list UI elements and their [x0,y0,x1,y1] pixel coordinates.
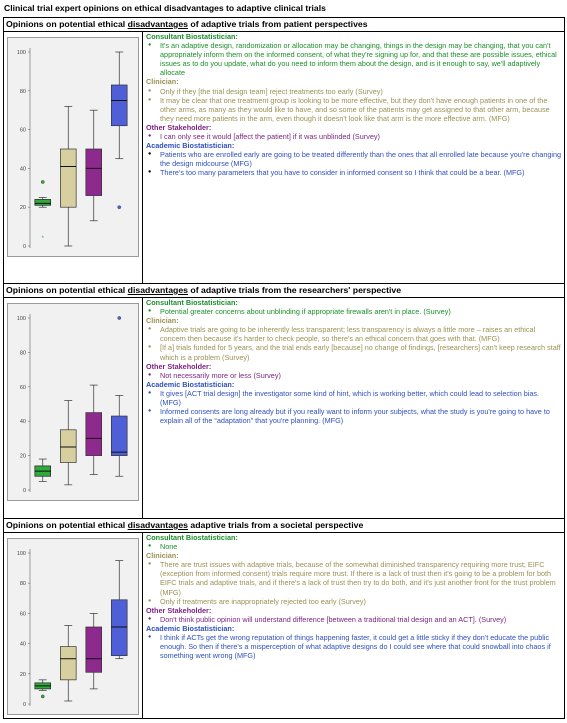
box-2 [60,106,76,246]
opinion-item: ● I think if ACTs get the wrong reputation of things happening faster, it could get a little sticky if they don't educate the public enough. So then if there's a misperception of what adaptive designs do I could see where that could snowball into chaos if something went wrong (MFG) [146,633,562,660]
opinion-item: ● Informed consents are long already but if you really want to inform your subjects, what the study is you're going to have to explain all of the “adaptation” that you're planning. (MFG) [146,407,562,425]
page-title: Clinical trial expert opinions on ethical disadvantages to adaptive clinical trials [4,3,326,13]
box-iqr [86,627,102,672]
role-clinician: Clinician: [146,551,179,561]
opinions-text [143,298,564,518]
boxplot-cell [4,32,143,283]
box-iqr [86,413,102,456]
role-consultant: Consultant Biostatistician: [146,298,238,307]
opinion-item: ● There's too many parameters that you have to consider in informed consent so I think that could be a bear. (MFG) [146,168,562,177]
consultant-list [146,542,562,551]
box-1 [35,680,51,698]
outlier-point [41,180,44,183]
opinion-item: ● There are trust issues with adaptive trials, because of the somewhat diminished transparency requiring more trust; EIFC (exception from informed consent) trials require more trust. If there is a lack of trust then it's going to be a problem for both EIFC trials and adaptive trials, and if there's a lack of trust then try to do both, and it's just another front for the trust problem (MFG) [146,560,562,596]
academic-list [146,150,562,177]
y-tick-label: 20 [19,671,26,678]
y-tick-label: 60 [19,127,26,134]
box-iqr [60,149,76,207]
y-tick-label: 20 [19,205,26,212]
y-tick-label: 100 [16,551,26,557]
boxplot-panel [7,37,139,257]
box-3 [86,110,102,221]
boxplot-cell [4,533,143,718]
opinion-item: ● Not necessarily more or less (Survey) [146,371,562,380]
y-tick-label: 0 [22,702,26,708]
boxplot-chart [8,304,138,500]
box-iqr [111,600,127,656]
consultant-list [146,41,562,77]
opinion-item: ● Only if they [the trial design team] reject treatments too early (Survey) [146,87,562,96]
section-heading: Opinions on potential ethical disadvantages adaptive trials from a societal perspective [4,519,564,533]
role-other: Other Stakeholder: [146,605,212,615]
y-tick-label: 40 [19,166,26,173]
role-other: Other Stakeholder: [146,361,212,371]
box-iqr [60,647,76,680]
role-clinician: Clinician: [146,77,179,87]
y-tick-label: 20 [19,453,26,460]
opinion-item: ● Only if treatments are inappropriately rejected too early (Survey) [146,597,562,606]
box-2 [60,401,76,485]
opinion-item: ● None [146,542,562,551]
outlier-point [41,695,44,698]
y-tick-label: 80 [19,581,26,588]
box-4 [111,561,127,659]
other-list [146,615,562,624]
y-tick-label: 100 [16,50,26,56]
opinion-item: ● It gives [ACT trial design] the investigator some kind of hint, which is working better, which could lead to selection bias. (MFG) [146,389,562,407]
box-iqr [35,199,51,205]
clinician-list [146,87,562,123]
boxplot-cell [4,298,143,518]
role-consultant: Consultant Biostatistician: [146,32,238,41]
boxplot-panel [7,538,139,715]
opinions-text [143,32,564,283]
boxplot-chart [8,38,138,256]
role-consultant: Consultant Biostatistician: [146,533,238,542]
opinion-item: ● I can only see it would [affect the patient] if it was unblinded (Survey) [146,132,562,141]
section-body [4,533,564,718]
y-tick-label: 0 [22,488,26,494]
y-tick-label: 60 [19,611,26,618]
y-tick-label: 80 [19,88,26,95]
opinions-text [143,533,564,718]
other-list [146,371,562,380]
box-3 [86,385,102,474]
y-tick-label: 40 [19,419,26,426]
box-4 [111,52,127,209]
y-tick-label: 0 [22,244,26,250]
opinion-item: ● Don't think public opinion will understand difference [between a traditional trial design and an ACT]. (Survey) [146,615,562,624]
box-iqr [60,430,76,463]
other-list [146,132,562,141]
y-tick-label: 40 [19,641,26,648]
academic-list [146,633,562,660]
opinion-item: ● Patients who are enrolled early are going to be treated differently than the ones that all enrolled late because you're changing the design midcourse (MFG) [146,150,562,168]
box-1 [35,180,51,242]
box-iqr [111,416,127,456]
opinions-table [3,17,565,719]
opinion-item: ● It's an adaptive design, randomization or allocation may be changing, things in the design may be changing, that you can't appropriately inform them on the informed consent, of what they're signing up for, and that these are possible issues, ethical issues as to do you update, what do you need to inform them about the design, and is it enough to say, we'll adaptively allocate [146,41,562,77]
box-1 [35,459,51,481]
section-heading: Opinions on potential ethical disadvantages of adaptive trials from the researchers' perspective [4,284,564,298]
opinion-item: ● Adaptive trials are going to be inherently less transparent; less transparency is always a little more – raises an ethical concern then because it's harder to check people, so there's an ethical concern that goes with that. (MFG) [146,325,562,343]
role-academic: Academic Biostatistician: [146,379,235,389]
clinician-list [146,560,562,605]
opinion-item: ● Potential greater concerns about unblinding if appropriate firewalls aren't in place. (Survey) [146,307,562,316]
section-body [4,32,564,284]
boxplot-chart [8,539,138,714]
clinician-list [146,325,562,361]
boxplot-panel [7,303,139,501]
outlier-point [118,316,121,319]
role-other: Other Stakeholder: [146,122,212,132]
box-3 [86,613,102,689]
y-tick-label: 60 [19,384,26,391]
role-academic: Academic Biostatistician: [146,141,235,151]
box-iqr [86,149,102,196]
consultant-list [146,307,562,316]
opinion-item: ● [If a] trials funded for 5 years, and the trial ends early [because] no change of findings, [researchers] can't keep research staff which is a problem (Survey) [146,343,562,361]
section-body [4,298,564,519]
box-iqr [111,85,127,126]
extreme-point: * [41,236,44,243]
academic-list [146,389,562,425]
box-2 [60,625,76,701]
y-tick-label: 80 [19,350,26,357]
role-academic: Academic Biostatistician: [146,623,235,633]
opinion-item: ● It may be clear that one treatment group is looking to be more effective, but they don't have enough patients in one of the other arms, as many as they would like to have, and so some of the patients may get assigned to that other arm, because they need more patients in the arm, even though it doesn't look like that arm is the more effective arm. (MFG) [146,96,562,123]
y-tick-label: 100 [16,316,26,322]
role-clinician: Clinician: [146,316,179,326]
section-heading: Opinions on potential ethical disadvantages of adaptive trials from patient perspectives [4,18,564,32]
outlier-point [118,206,121,209]
box-4 [111,316,127,476]
